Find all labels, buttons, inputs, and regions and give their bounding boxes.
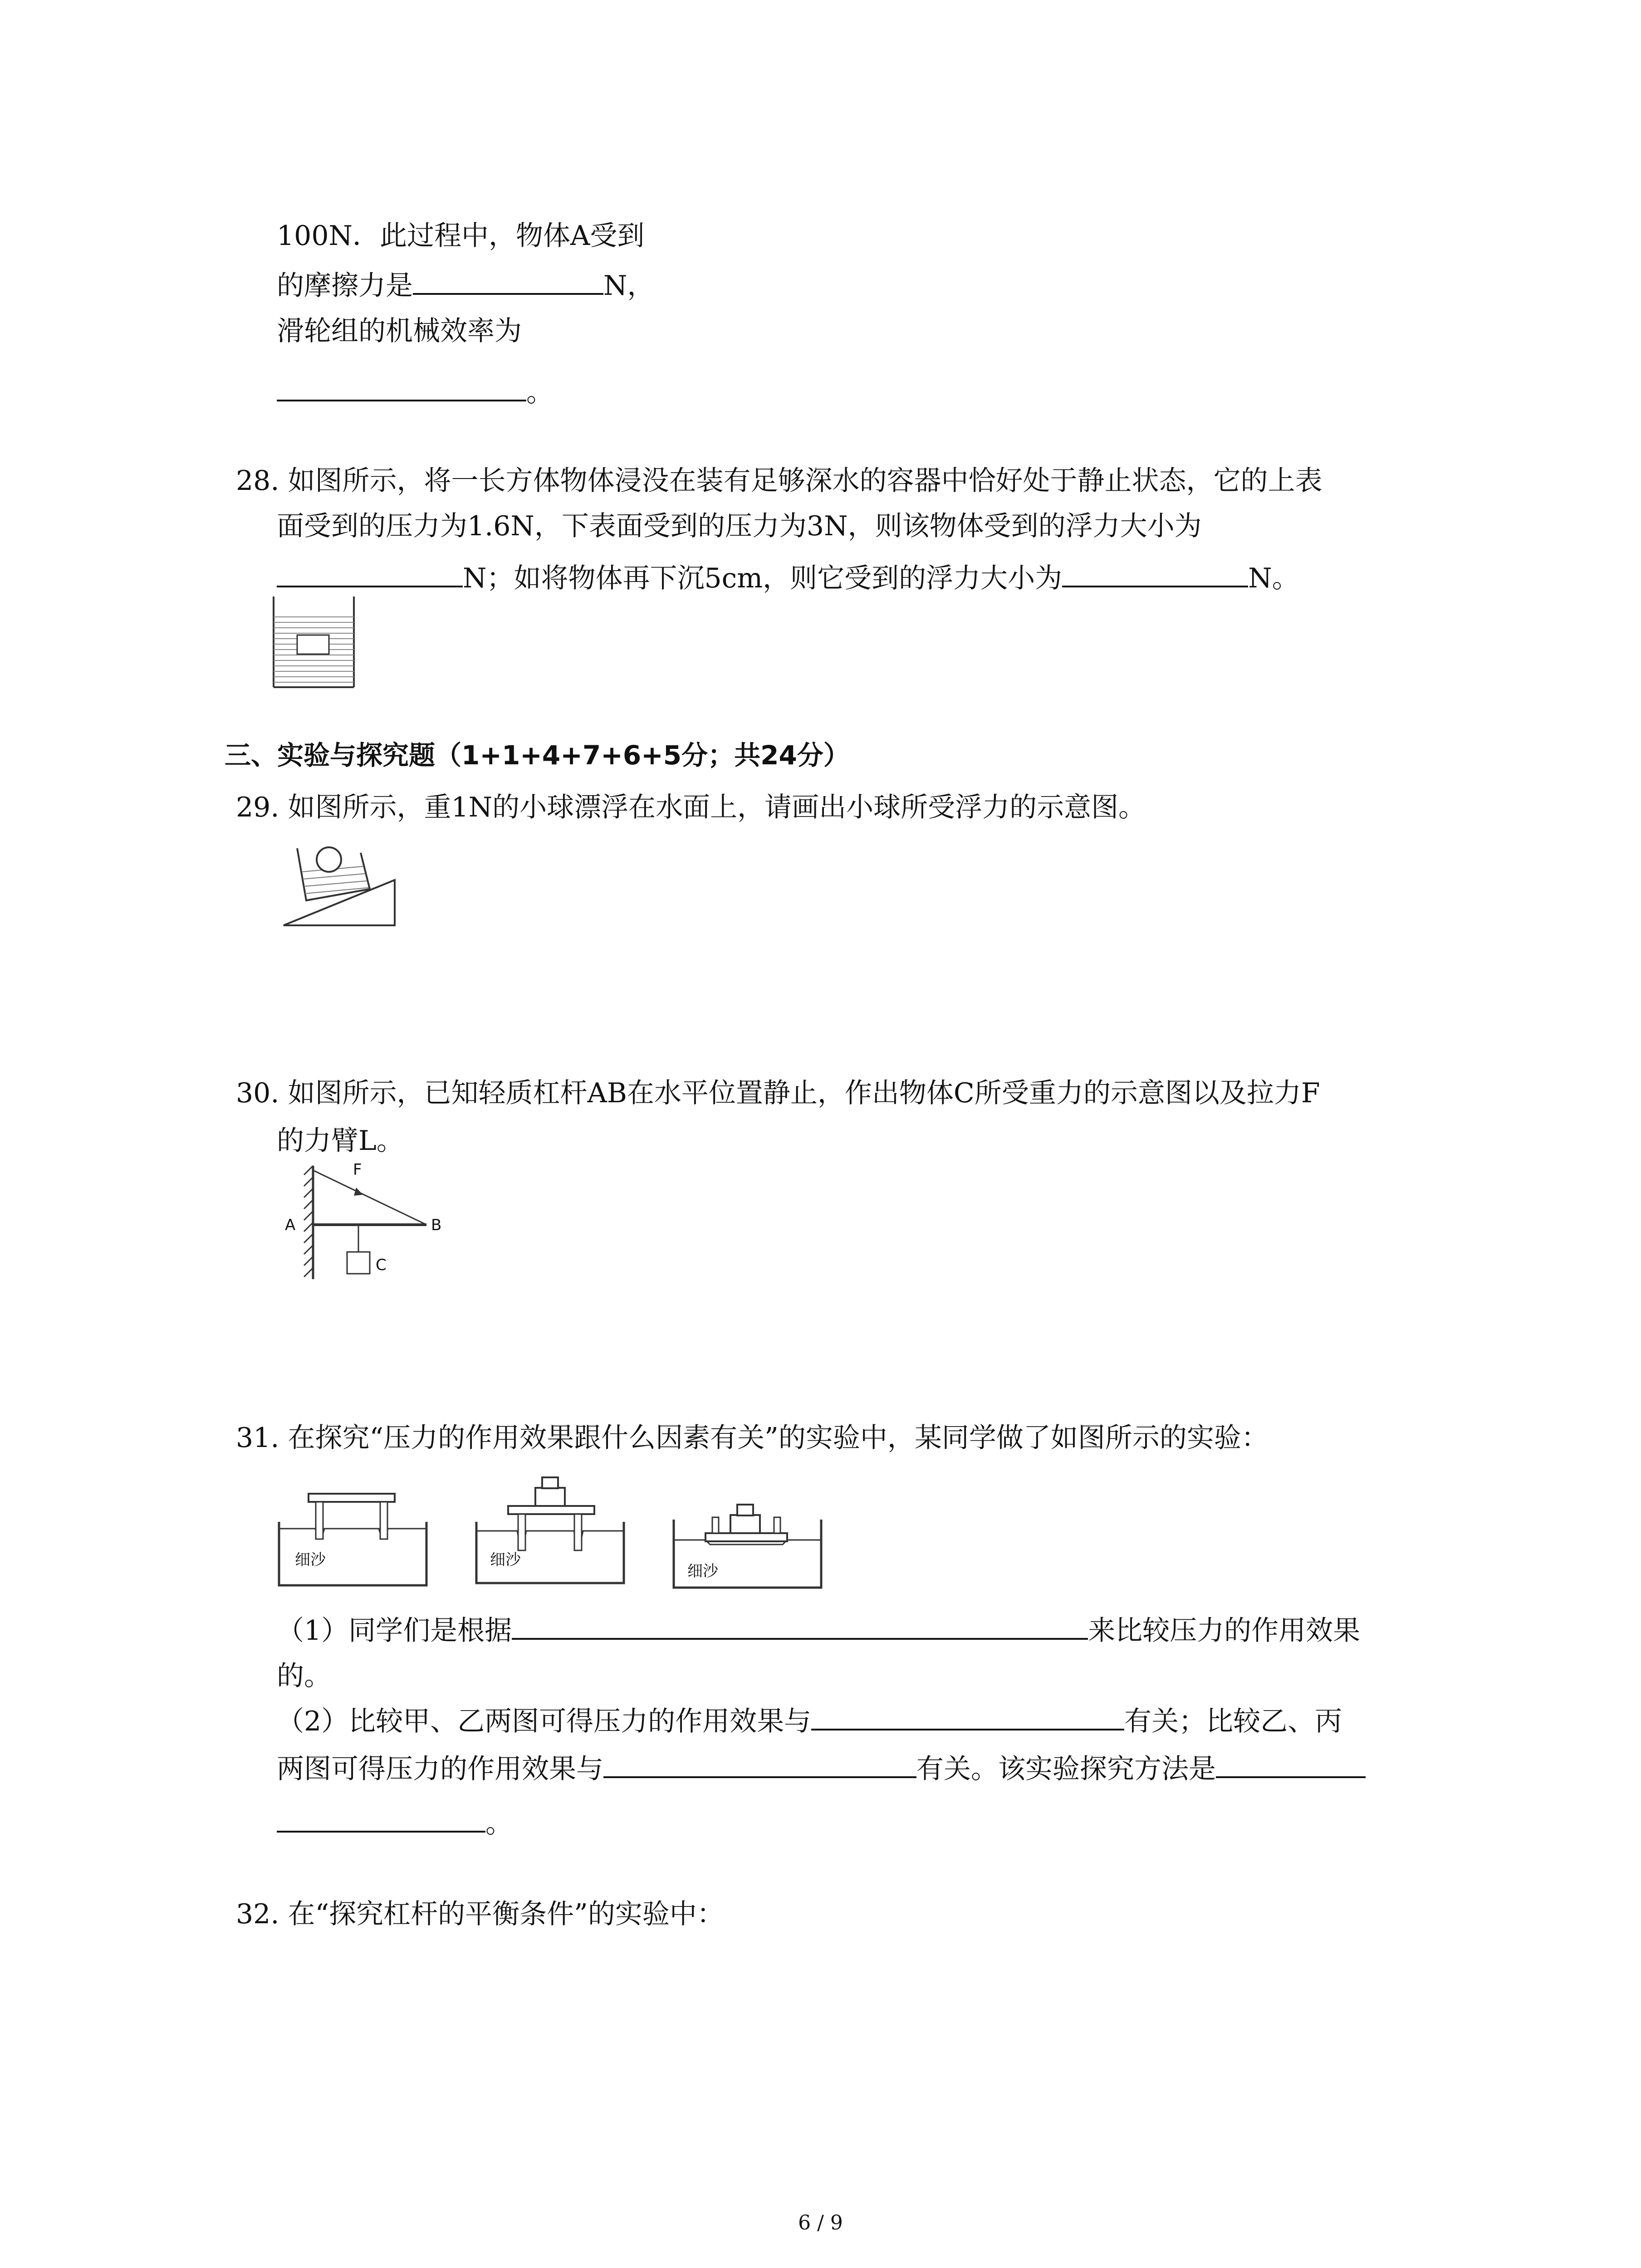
q27-line2-unit: N， xyxy=(603,270,655,302)
q31-part1-blank[interactable] xyxy=(512,1637,1088,1640)
q31-part2-line2 xyxy=(277,1751,1366,1787)
q31-part1-text: （1）同学们是根据 xyxy=(277,1615,512,1647)
q31-experiment-figure xyxy=(277,1467,844,1594)
q28-line1: 28. 如图所示，将一长方体物体浸没在装有足够深水的容器中恰好处于静止状态，它的上表 xyxy=(236,465,1323,497)
q30-line1: 30. 如图所示，已知轻质杠杆AB在水平位置静止，作出物体C所受重力的示意图以及拉力F xyxy=(236,1077,1320,1109)
q31-part1-line2: 的。 xyxy=(277,1660,331,1692)
q27-friction-blank[interactable] xyxy=(413,293,603,295)
q30-line2: 的力臂L。 xyxy=(277,1125,404,1157)
q28-container-figure xyxy=(272,594,358,689)
section-3-heading: 三、实验与探究题（1+1+4+7+6+5分；共24分） xyxy=(225,740,850,771)
q30-label-F: F xyxy=(353,1161,362,1179)
q30-label-C: C xyxy=(376,1256,387,1274)
q31-part1-line1 xyxy=(277,1613,1360,1649)
q28-line3-end: N。 xyxy=(1248,562,1299,594)
q27-efficiency-blank[interactable] xyxy=(277,399,526,401)
q28-buoyancy-blank-1[interactable] xyxy=(277,585,463,587)
q30-lever-figure xyxy=(277,1157,467,1284)
q27-line2-text: 的摩擦力是 xyxy=(277,270,413,302)
q31-part1-text2: 来比较压力的作用效果 xyxy=(1088,1615,1361,1647)
page-number: 6 / 9 xyxy=(798,2211,843,2234)
q31-part2-line3 xyxy=(277,1805,513,1842)
q29-ball-figure xyxy=(279,844,402,930)
q28-line2: 面受到的压力为1.6N，下表面受到的压力为3N，则该物体受到的浮力大小为 xyxy=(277,510,1202,542)
q27-line4 xyxy=(277,374,554,411)
q31-line1: 31. 在探究“压力的作用效果跟什么因素有关”的实验中，某同学做了如图所示的实验： xyxy=(236,1422,1269,1454)
q32-line1: 32. 在“探究杠杆的平衡条件”的实验中： xyxy=(236,1898,724,1930)
q31-method-blank-1[interactable] xyxy=(1216,1776,1366,1778)
q31-part2-text3: 两图可得压力的作用效果与 xyxy=(277,1753,603,1785)
q27-line2 xyxy=(277,268,655,304)
q31-part2-line1 xyxy=(277,1703,1342,1740)
q31-part2-blank-1[interactable] xyxy=(811,1728,1124,1730)
q31-part2-text4: 有关。该实验探究方法是 xyxy=(916,1753,1216,1785)
q31-sand-label-1: 细沙 xyxy=(295,1551,326,1569)
q28-buoyancy-blank-2[interactable] xyxy=(1062,585,1248,587)
q31-figure-1 xyxy=(279,1494,426,1585)
q31-method-blank-2[interactable] xyxy=(277,1830,485,1833)
q28-line3 xyxy=(277,560,1299,596)
q27-line1: 100N．此过程中，物体A受到 xyxy=(277,220,645,252)
q31-part2-text2: 有关；比较乙、丙 xyxy=(1124,1706,1342,1737)
q31-sand-label-3: 细沙 xyxy=(687,1562,718,1580)
q31-sand-label-2: 细沙 xyxy=(490,1551,521,1569)
q30-label-B: B xyxy=(431,1216,442,1234)
q27-line4-end: 。 xyxy=(526,376,554,408)
q31-part2-end: 。 xyxy=(485,1808,513,1839)
q28-line3-text: N；如将物体再下沉5cm，则它受到的浮力大小为 xyxy=(463,562,1063,594)
q31-figure-2 xyxy=(476,1477,624,1583)
q30-label-A: A xyxy=(285,1216,296,1234)
q31-part2-blank-2[interactable] xyxy=(603,1776,916,1778)
q31-figure-3 xyxy=(674,1505,821,1588)
q29-line1: 29. 如图所示，重1N的小球漂浮在水面上，请画出小球所受浮力的示意图。 xyxy=(236,792,1146,823)
q27-line3: 滑轮组的机械效率为 xyxy=(277,315,522,347)
q31-part2-text: （2）比较甲、乙两图可得压力的作用效果与 xyxy=(277,1706,812,1737)
